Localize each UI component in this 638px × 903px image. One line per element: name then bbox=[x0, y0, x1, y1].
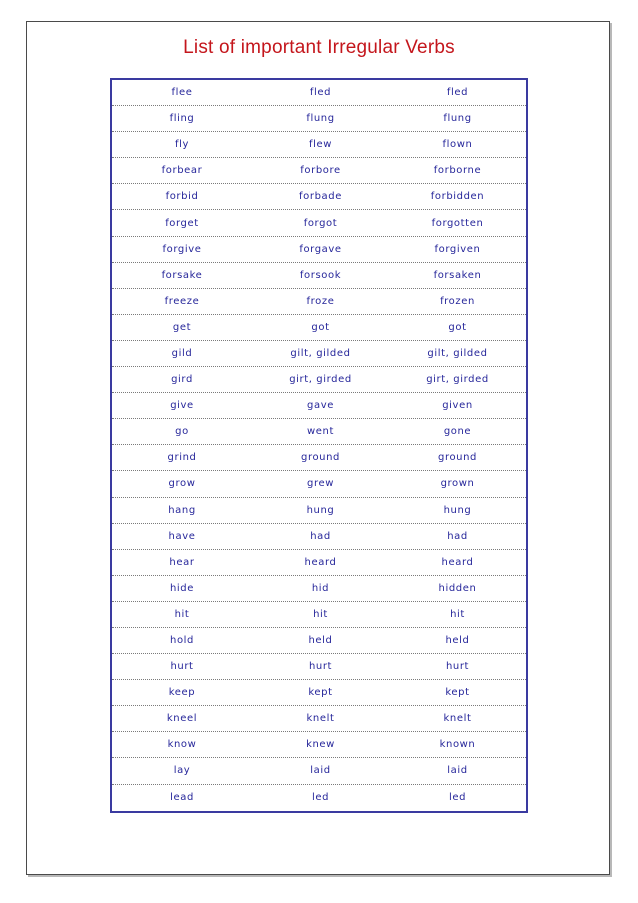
irregular-verbs-table bbox=[110, 78, 528, 813]
table-row bbox=[112, 602, 526, 628]
cell-past-simple: girt, girded bbox=[289, 374, 352, 386]
cell-base-form: get bbox=[172, 321, 192, 333]
cell-past-simple: forsook bbox=[299, 269, 342, 281]
cell-base-form: lay bbox=[173, 765, 191, 777]
table-row bbox=[112, 550, 526, 576]
page-title: List of important Irregular Verbs bbox=[183, 37, 455, 58]
cell-past-participle: laid bbox=[447, 765, 468, 777]
cell-past-simple: hung bbox=[306, 504, 335, 516]
cell-past-simple: gilt, gilded bbox=[290, 347, 351, 359]
cell-base-form: lead bbox=[170, 792, 194, 804]
table-row bbox=[112, 158, 526, 184]
table-row bbox=[112, 524, 526, 550]
table-row bbox=[112, 393, 526, 419]
table-row bbox=[112, 106, 526, 132]
cell-base-form: fly bbox=[174, 139, 190, 151]
cell-past-participle: forborne bbox=[433, 165, 482, 177]
cell-past-participle: flown bbox=[442, 139, 473, 151]
cell-base-form: grind bbox=[167, 452, 197, 464]
table-row bbox=[112, 263, 526, 289]
cell-past-participle: got bbox=[448, 321, 467, 333]
cell-past-participle: led bbox=[448, 792, 467, 804]
cell-base-form: go bbox=[175, 426, 189, 438]
cell-past-participle: hung bbox=[443, 504, 472, 516]
cell-past-simple: ground bbox=[301, 452, 340, 464]
cell-base-form: have bbox=[168, 530, 196, 542]
cell-past-participle: gilt, gilded bbox=[427, 347, 488, 359]
table-row bbox=[112, 237, 526, 263]
table-row bbox=[112, 706, 526, 732]
table-row bbox=[112, 445, 526, 471]
cell-base-form: forsake bbox=[161, 269, 203, 281]
table-row bbox=[112, 471, 526, 497]
cell-past-participle: known bbox=[439, 739, 476, 751]
cell-past-simple: fled bbox=[309, 87, 332, 99]
cell-past-participle: hurt bbox=[445, 661, 470, 673]
cell-past-participle: forgotten bbox=[431, 217, 484, 229]
cell-base-form: gild bbox=[171, 347, 193, 359]
cell-base-form: hit bbox=[174, 608, 190, 620]
cell-past-participle: forsaken bbox=[433, 269, 482, 281]
cell-base-form: fling bbox=[169, 113, 195, 125]
cell-past-simple: flung bbox=[306, 113, 335, 125]
cell-past-simple: hit bbox=[313, 608, 328, 620]
cell-past-simple: knew bbox=[306, 739, 335, 751]
table-row bbox=[112, 367, 526, 393]
table-row bbox=[112, 498, 526, 524]
cell-past-participle: kept bbox=[445, 687, 470, 699]
cell-base-form: hurt bbox=[170, 661, 194, 673]
cell-base-form: hang bbox=[168, 504, 196, 516]
table-row bbox=[112, 732, 526, 758]
cell-base-form: hear bbox=[169, 556, 195, 568]
cell-past-simple: heard bbox=[304, 556, 337, 568]
cell-past-simple: forbore bbox=[300, 165, 341, 177]
table-row bbox=[112, 132, 526, 158]
cell-base-form: hide bbox=[169, 582, 195, 594]
cell-past-simple: forgot bbox=[303, 217, 338, 229]
table-row bbox=[112, 315, 526, 341]
cell-past-simple: led bbox=[311, 792, 330, 804]
table-row bbox=[112, 341, 526, 367]
table-row bbox=[112, 576, 526, 602]
cell-past-simple: had bbox=[310, 530, 331, 542]
cell-past-participle: forgiven bbox=[434, 243, 481, 255]
cell-base-form: grow bbox=[168, 478, 196, 490]
cell-past-simple: hurt bbox=[308, 661, 333, 673]
table-row bbox=[112, 289, 526, 315]
cell-past-simple: kept bbox=[308, 687, 333, 699]
cell-past-participle: flung bbox=[443, 113, 472, 125]
cell-base-form: keep bbox=[168, 687, 196, 699]
table-row bbox=[112, 628, 526, 654]
cell-past-simple: flew bbox=[308, 139, 333, 151]
cell-base-form: know bbox=[167, 739, 197, 751]
cell-past-participle: held bbox=[445, 635, 470, 647]
cell-past-simple: grew bbox=[307, 478, 334, 490]
table-row bbox=[112, 758, 526, 784]
cell-base-form: hold bbox=[170, 635, 194, 647]
cell-past-participle: hidden bbox=[438, 582, 477, 594]
cell-past-participle: given bbox=[442, 400, 473, 412]
cell-past-simple: went bbox=[307, 426, 334, 438]
table-row bbox=[112, 680, 526, 706]
cell-base-form: flee bbox=[171, 87, 193, 99]
table-row bbox=[112, 80, 526, 106]
cell-past-participle: fled bbox=[446, 87, 469, 99]
cell-past-simple: froze bbox=[306, 295, 335, 307]
cell-past-participle: heard bbox=[441, 556, 474, 568]
cell-past-participle: grown bbox=[440, 478, 475, 490]
cell-past-simple: gave bbox=[307, 400, 334, 412]
cell-base-form: forget bbox=[165, 217, 199, 229]
cell-past-simple: forgave bbox=[299, 243, 342, 255]
cell-base-form: give bbox=[170, 400, 194, 412]
cell-past-participle: gone bbox=[443, 426, 472, 438]
table-row bbox=[112, 654, 526, 680]
cell-base-form: forbear bbox=[161, 165, 203, 177]
cell-past-simple: laid bbox=[310, 765, 331, 777]
cell-past-participle: frozen bbox=[440, 295, 475, 307]
cell-past-simple: hid bbox=[311, 582, 330, 594]
table-row bbox=[112, 210, 526, 236]
table-row bbox=[112, 785, 526, 811]
cell-past-participle: had bbox=[447, 530, 468, 542]
table-row bbox=[112, 419, 526, 445]
cell-base-form: gird bbox=[171, 374, 193, 386]
cell-base-form: forbid bbox=[165, 191, 199, 203]
cell-past-participle: knelt bbox=[443, 713, 472, 725]
cell-past-participle: hit bbox=[450, 608, 465, 620]
cell-past-participle: forbidden bbox=[430, 191, 485, 203]
cell-base-form: kneel bbox=[166, 713, 198, 725]
table-row bbox=[112, 184, 526, 210]
cell-base-form: forgive bbox=[162, 243, 202, 255]
cell-past-simple: got bbox=[311, 321, 330, 333]
cell-past-participle: ground bbox=[438, 452, 477, 464]
cell-past-simple: forbade bbox=[299, 191, 342, 203]
cell-past-simple: held bbox=[308, 635, 333, 647]
cell-base-form: freeze bbox=[164, 295, 200, 307]
cell-past-simple: knelt bbox=[306, 713, 335, 725]
cell-past-participle: girt, girded bbox=[426, 374, 489, 386]
